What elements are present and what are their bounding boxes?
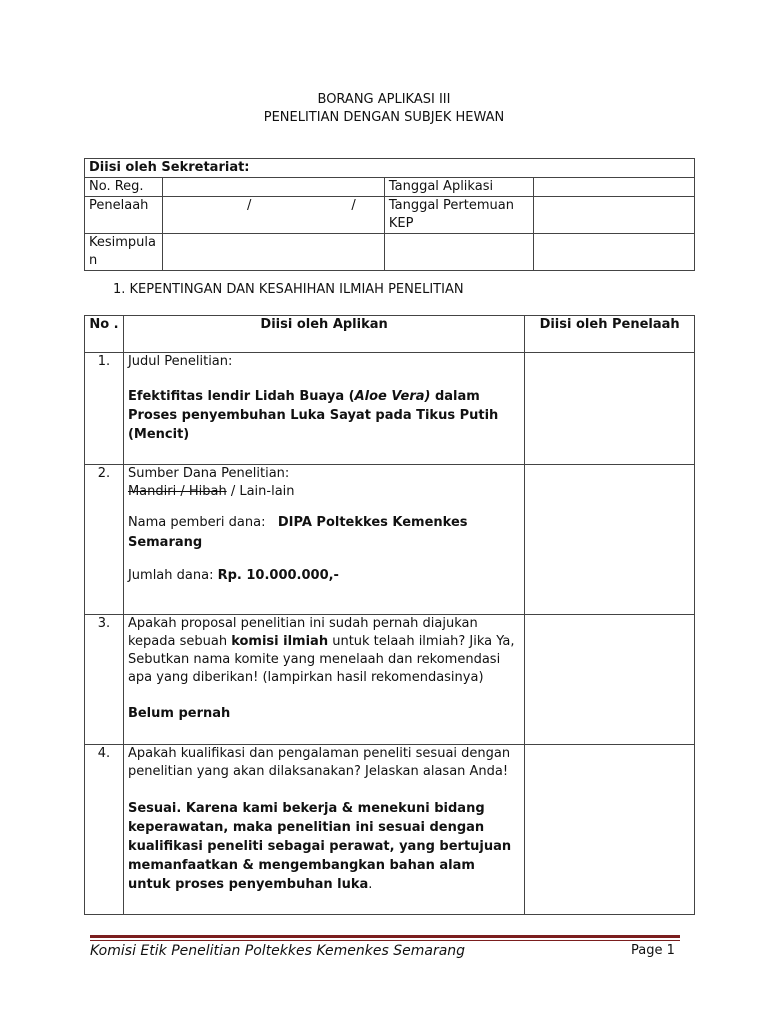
table-row bbox=[85, 353, 695, 465]
penelaah-label: Penelaah bbox=[85, 197, 163, 234]
row-number: 4. bbox=[85, 745, 124, 915]
jumlah-dana: Jumlah dana: Rp. 10.000.000,- bbox=[127, 568, 339, 583]
table-row bbox=[85, 745, 695, 915]
penelaah-review-cell[interactable] bbox=[525, 465, 695, 615]
form-title: BORANG APLIKASI III bbox=[317, 92, 451, 107]
footer-rule-thick bbox=[90, 935, 680, 938]
footer-organization: Komisi Etik Penelitian Poltekkes Kemenkes Semarang bbox=[90, 943, 466, 959]
tanggal-pertemuan-field[interactable] bbox=[533, 197, 694, 234]
sumber-dana-options: Mandiri / Hibah / Lain-lain bbox=[127, 484, 295, 499]
pemberi-dana: Nama pemberi dana: DIPA Poltekkes Kemenkes Semarang bbox=[127, 515, 468, 550]
sumber-dana-label: Sumber Dana Penelitian: bbox=[127, 466, 290, 481]
row-number: 2. bbox=[85, 465, 124, 615]
row-4-content bbox=[123, 745, 524, 915]
secretariat-table bbox=[84, 158, 695, 271]
komisi-answer: Belum pernah bbox=[127, 706, 231, 721]
row-3-content bbox=[123, 615, 524, 745]
table-row bbox=[85, 615, 695, 745]
judul-label: Judul Penelitian: bbox=[127, 354, 233, 369]
penelaah-review-cell[interactable] bbox=[525, 745, 695, 915]
tanggal-pertemuan-label: Tanggal Pertemuan KEP bbox=[384, 197, 533, 234]
row-2-content bbox=[123, 465, 524, 615]
tanggal-aplikasi-field[interactable] bbox=[533, 178, 694, 197]
col-no-header: No . bbox=[85, 316, 124, 353]
no-reg-label: No. Reg. bbox=[85, 178, 163, 197]
tanggal-aplikasi-label: Tanggal Aplikasi bbox=[384, 178, 533, 197]
penelaah-field[interactable] bbox=[162, 197, 384, 234]
kesimpulan-field[interactable] bbox=[162, 234, 384, 271]
section-1-table bbox=[84, 315, 695, 915]
kualifikasi-question: Apakah kualifikasi dan pengalaman peneliti sesuai dengan penelitian yang akan dilaksanakan? Jelaskan alasan Anda! bbox=[127, 746, 511, 779]
section-title: 1. KEPENTINGAN DAN KESAHIHAN ILMIAH PENELITIAN bbox=[113, 282, 464, 297]
secretariat-heading: Diisi oleh Sekretariat: bbox=[85, 159, 695, 178]
kualifikasi-answer: Sesuai. Karena kami bekerja & menekuni bidang keperawatan, maka penelitian ini sesuai dengan kualifikasi peneliti sebagai perawat, yang bertujuan memanfaatkan & mengembangkan bahan alam untuk proses penyembuhan luka. bbox=[127, 801, 512, 892]
table-row bbox=[85, 465, 695, 615]
row-1-content bbox=[123, 353, 524, 465]
kesimpulan-label: Kesimpulan bbox=[85, 234, 163, 271]
page-number: Page 1 bbox=[631, 943, 675, 958]
col-penelaah-header: Diisi oleh Penelaah bbox=[525, 316, 695, 353]
no-reg-field[interactable] bbox=[162, 178, 384, 197]
penelaah-review-cell[interactable] bbox=[525, 353, 695, 465]
penelaah-slash-2: / bbox=[351, 198, 356, 213]
footer-rule-thin bbox=[90, 940, 680, 941]
penelaah-review-cell[interactable] bbox=[525, 615, 695, 745]
form-subtitle: PENELITIAN DENGAN SUBJEK HEWAN bbox=[263, 110, 505, 125]
row-number: 3. bbox=[85, 615, 124, 745]
komisi-question: Apakah proposal penelitian ini sudah pernah diajukan kepada sebuah komisi ilmiah untuk telaah ilmiah? Jika Ya, Sebutkan nama komite yang menelaah dan rekomendasi apa yang diberikan! (lampirkan hasil rekomendasinya) bbox=[127, 616, 515, 685]
row-number: 1. bbox=[85, 353, 124, 465]
col-aplikan-header: Diisi oleh Aplikan bbox=[123, 316, 524, 353]
judul-answer: Efektifitas lendir Lidah Buaya (Aloe Vera) dalam Proses penyembuhan Luka Sayat pada Tikus Putih (Mencit) bbox=[127, 389, 499, 442]
penelaah-slash-1: / bbox=[246, 198, 252, 213]
kesimpulan-blank-1 bbox=[384, 234, 533, 271]
kesimpulan-blank-2 bbox=[533, 234, 694, 271]
